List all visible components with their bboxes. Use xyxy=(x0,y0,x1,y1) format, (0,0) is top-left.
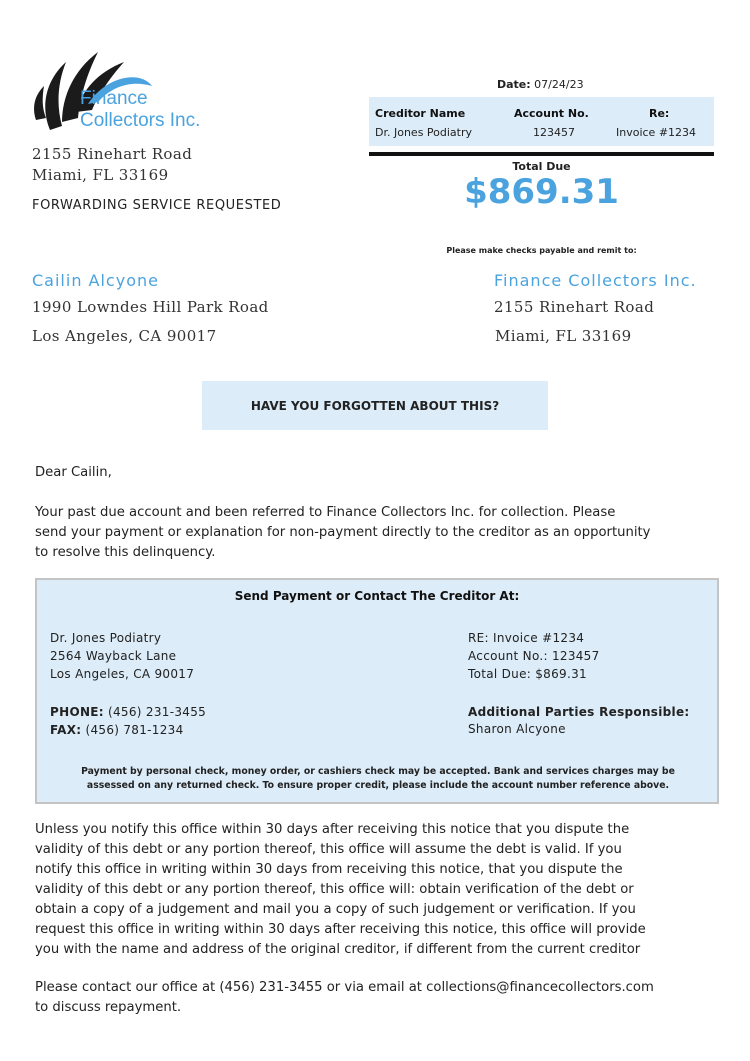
date-label: Date: xyxy=(497,78,531,91)
total-due: Total Due: $869.31 xyxy=(468,667,587,681)
col-header-creditor: Creditor Name xyxy=(375,107,466,120)
creditor-phone xyxy=(50,705,206,719)
cell-creditor-name: Dr. Jones Podiatry xyxy=(375,126,473,139)
paragraph-line: you with the name and address of the original creditor, if different from the current creditor xyxy=(35,942,641,957)
debtor-address-line-1: 1990 Lowndes Hill Park Road xyxy=(32,298,269,316)
letter-paragraph-2 xyxy=(35,820,725,960)
creditor-address-line-2: Los Angeles, CA 90017 xyxy=(50,667,195,681)
creditor-summary-table xyxy=(369,97,714,146)
fax-value: (456) 781-1234 xyxy=(81,723,184,737)
debtor-address-line-2: Los Angeles, CA 90017 xyxy=(32,327,217,345)
total-due-label: Total Due xyxy=(512,160,571,173)
total-due-amount: $869.31 xyxy=(464,172,619,212)
cell-account-no: 123457 xyxy=(533,126,575,139)
paragraph-line: obtain a copy of a judgement and mail you a copy of such judgement or verification. If you xyxy=(35,902,636,917)
date-value: 07/24/23 xyxy=(534,78,584,91)
company-logo-text xyxy=(80,88,200,132)
remit-address-line-1: 2155 Rinehart Road xyxy=(494,298,655,316)
divider xyxy=(369,152,714,156)
letter-paragraph-3 xyxy=(35,978,725,1018)
paragraph-line: notify this office in writing within 30 days from receiving this notice, that you dispute the xyxy=(35,862,623,877)
note-line: assessed on any returned check. To ensure proper credit, please include the account number reference above. xyxy=(86,780,670,791)
payment-note xyxy=(55,765,701,793)
remit-name: Finance Collectors Inc. xyxy=(494,271,697,290)
re-invoice: RE: Invoice #1234 xyxy=(468,631,585,645)
note-line: Payment by personal check, money order, or cashiers check may be accepted. Bank and services charges may be xyxy=(81,766,675,777)
paragraph-line: validity of this debt or any portion thereof, this office will: obtain verification of the debt or xyxy=(35,882,634,897)
creditor-address-line-1: 2564 Wayback Lane xyxy=(50,649,177,663)
col-header-account: Account No. xyxy=(514,107,589,120)
sender-address-line-1: 2155 Rinehart Road xyxy=(32,145,193,163)
remit-address-line-2: Miami, FL 33169 xyxy=(495,327,632,345)
date-line xyxy=(497,78,584,91)
sender-address-line-2: Miami, FL 33169 xyxy=(32,166,169,184)
logo-line-1: Finance xyxy=(80,88,148,109)
paragraph-line: Unless you notify this office within 30 days after receiving this notice that you dispute the xyxy=(35,822,630,837)
paragraph-line: Your past due account and been referred to Finance Collectors Inc. for collection. Please xyxy=(35,505,616,520)
paragraph-line: validity of this debt or any portion thereof, this office will assume the debt is valid. If you xyxy=(35,842,622,857)
letter-paragraph-1 xyxy=(35,503,725,563)
col-header-re: Re: xyxy=(649,107,670,120)
forwarding-notice: FORWARDING SERVICE REQUESTED xyxy=(32,198,282,213)
creditor-fax xyxy=(50,723,184,737)
paragraph-line: Please contact our office at (456) 231-3455 or via email at collections@financecollectors.com xyxy=(35,980,654,995)
parties-label xyxy=(468,705,690,719)
parties-value: Sharon Alcyone xyxy=(468,722,566,736)
account-number: Account No.: 123457 xyxy=(468,649,600,663)
logo-line-2: Collectors Inc. xyxy=(80,110,201,131)
paragraph-line: to resolve this delinquency. xyxy=(35,545,216,560)
debtor-name: Cailin Alcyone xyxy=(32,271,159,290)
phone-label: PHONE: xyxy=(50,705,104,719)
paragraph-line: send your payment or explanation for non-payment directly to the creditor as an opportunity xyxy=(35,525,651,540)
creditor-name: Dr. Jones Podiatry xyxy=(50,631,162,645)
forgotten-banner: HAVE YOU FORGOTTEN ABOUT THIS? xyxy=(202,381,548,430)
parties-label-text: Additional Parties Responsible: xyxy=(468,705,690,719)
cell-invoice: Invoice #1234 xyxy=(616,126,697,139)
letter-greeting: Dear Cailin, xyxy=(35,465,112,480)
contact-creditor-box xyxy=(35,578,719,804)
fax-label: FAX: xyxy=(50,723,82,737)
phone-value: (456) 231-3455 xyxy=(103,705,207,719)
paragraph-line: to discuss repayment. xyxy=(35,1000,182,1015)
contact-box-title: Send Payment or Contact The Creditor At: xyxy=(234,589,520,603)
payable-note: Please make checks payable and remit to: xyxy=(446,246,637,255)
paragraph-line: request this office in writing within 30 days after receiving this notice, this office will provide xyxy=(35,922,646,937)
